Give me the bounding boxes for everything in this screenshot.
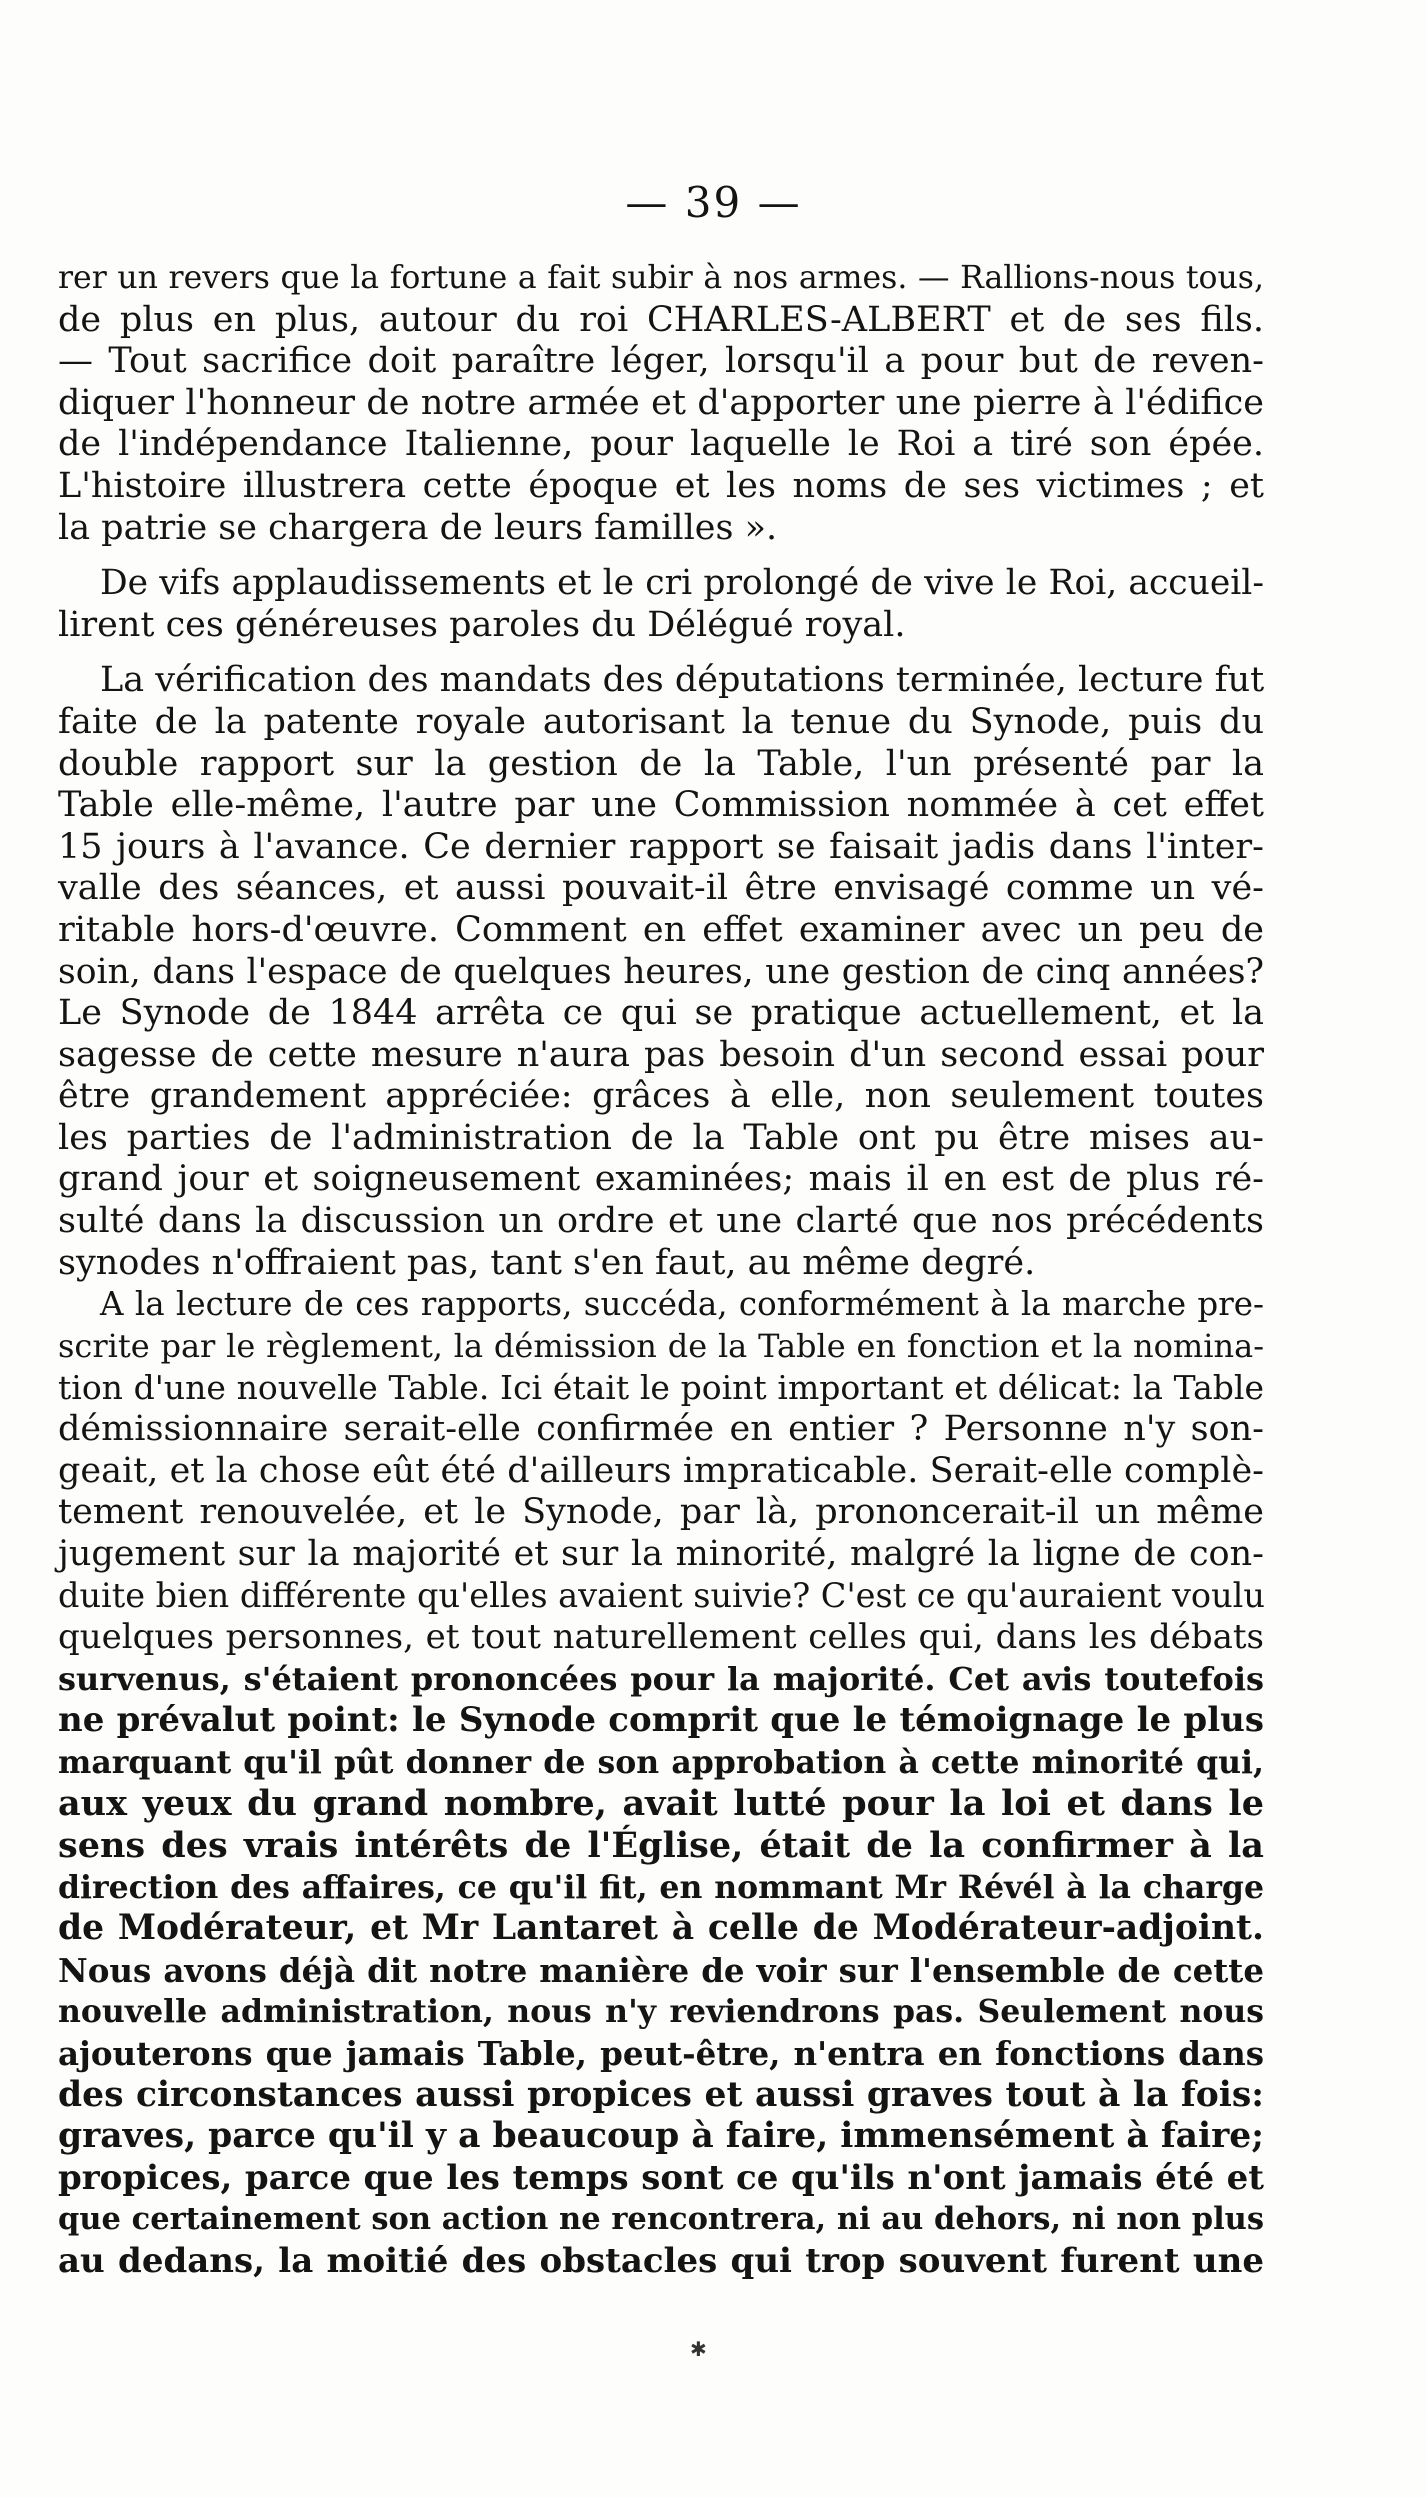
ink-mark: ✱ [690, 2337, 707, 2361]
text-line: tion d'une nouvelle Table. Ici était le point important et délicat: la Table [58, 1368, 1264, 1408]
text-line: sens des vrais intérêts de l'Église, était de la confirmer à la [58, 1824, 1264, 1866]
text-line: soin, dans l'espace de quelques heures, une gestion de cinq années? [58, 951, 1264, 992]
text-line: A la lecture de ces rapports, succéda, conformément à la marche pre- [100, 1285, 1264, 1324]
text-line: duite bien différente qu'elles avaient suivie? C'est ce qu'auraient voulu [58, 1576, 1265, 1616]
text-line: tement renouvelée, et le Synode, par là, prononcerait-il un même [58, 1492, 1264, 1533]
text-line: L'histoire illustrera cette époque et les noms de ses victimes ; et [58, 465, 1264, 506]
text-line: La vérification des mandats des députations terminée, lecture fut [100, 660, 1265, 701]
text-line: sagesse de cette mesure n'aura pas besoin d'un second essai pour [58, 1034, 1264, 1075]
text-line: double rapport sur la gestion de la Table, l'un présenté par la [58, 743, 1264, 784]
text-line: diquer l'honneur de notre armée et d'apporter une pierre à l'édifice [58, 382, 1264, 423]
paragraph [58, 660, 1264, 1284]
text-line: graves, parce qu'il y a beaucoup à faire, immensément à faire; [58, 2116, 1264, 2157]
text-line: de plus en plus, autour du roi CHARLES-ALBERT et de ses fils. [58, 299, 1264, 340]
text-line: rer un revers que la fortune a fait subir à nos armes. — Rallions-nous tous, [58, 260, 1264, 296]
text-line: sulté dans la discussion un ordre et une clarté que nos précédents [58, 1201, 1264, 1242]
text-line: au dedans, la moitié des obstacles qui trop souvent furent une [58, 2240, 1264, 2281]
text-line: propices, parce que les temps sont ce qu'ils n'ont jamais été et [58, 2157, 1264, 2198]
text-line: geait, et la chose eût été d'ailleurs impraticable. Serait-elle complè- [58, 1450, 1264, 1491]
paragraph [58, 1284, 1264, 2282]
text-line: scrite par le règlement, la démission de la Table en fonction et la nomina- [58, 1326, 1264, 1365]
text-line: les parties de l'administration de la Table ont pu être mises au- [58, 1117, 1264, 1158]
paragraph [58, 563, 1264, 646]
page-number: — 39 — [625, 178, 802, 227]
text-line: Nous avons déjà dit notre manière de voir sur l'ensemble de cette [58, 1950, 1264, 1990]
text-line: 15 jours à l'avance. Ce dernier rapport se faisait jadis dans l'inter- [58, 826, 1264, 867]
text-line: de Modérateur, et Mr Lantaret à celle de Modérateur-adjoint. [58, 1908, 1264, 1949]
text-line: Le Synode de 1844 arrêta ce qui se pratique actuellement, et la [58, 993, 1264, 1034]
text-line: démissionnaire serait-elle confirmée en entier ? Personne n'y son- [58, 1409, 1264, 1450]
text-line: valle des séances, et aussi pouvait-il être envisagé comme un vé- [58, 868, 1264, 909]
text-line: des circonstances aussi propices et aussi graves tout à la fois: [58, 2074, 1264, 2115]
text-line: quelques personnes, et tout naturellement celles qui, dans les débats [58, 1617, 1264, 1657]
text-line: de l'indépendance Italienne, pour laquelle le Roi a tiré son épée. [58, 424, 1264, 465]
text-line: ne prévalut point: le Synode comprit que le témoignage le plus [58, 1700, 1264, 1741]
text-line: lirent ces généreuses paroles du Délégué royal. [58, 604, 906, 645]
text-line: la patrie se chargera de leurs familles ». [58, 507, 778, 548]
text-line: direction des affaires, ce qu'il fit, en nommant Mr Révél à la charge [58, 1868, 1264, 1906]
body-text [58, 258, 1264, 2283]
text-line: faite de la patente royale autorisant la tenue du Synode, puis du [58, 701, 1264, 742]
text-line: ajouterons que jamais Table, peut-être, n'entra en fonctions dans [58, 2033, 1264, 2073]
text-line: synodes n'offraient pas, tant s'en faut, au même degré. [58, 1242, 1036, 1283]
text-line: ritable hors-d'œuvre. Comment en effet examiner avec un peu de [58, 909, 1264, 950]
text-line: aux yeux du grand nombre, avait lutté pour la loi et dans le [58, 1783, 1264, 1825]
text-line: — Tout sacrifice doit paraître léger, lorsqu'il a pour but de reven- [58, 341, 1264, 382]
text-line: De vifs applaudissements et le cri prolongé de vive le Roi, accueil- [100, 563, 1264, 604]
text-line: marquant qu'il pût donner de son approbation à cette minorité qui, [58, 1743, 1264, 1781]
text-line: Table elle-même, l'autre par une Commission nommée à cet effet [58, 785, 1264, 826]
text-line: nouvelle administration, nous n'y reviendrons pas. Seulement nous [58, 1993, 1264, 2031]
paragraph [58, 258, 1264, 549]
text-line: jugement sur la majorité et sur la minorité, malgré la ligne de con- [58, 1533, 1264, 1574]
text-line: grand jour et soigneusement examinées; mais il en est de plus ré- [58, 1159, 1264, 1200]
text-line: être grandement appréciée: grâces à elle, non seulement toutes [58, 1076, 1264, 1117]
text-line: survenus, s'étaient prononcées pour la majorité. Cet avis toutefois [58, 1659, 1264, 1698]
text-line: que certainement son action ne rencontrera, ni au dehors, ni non plus [58, 2201, 1264, 2238]
